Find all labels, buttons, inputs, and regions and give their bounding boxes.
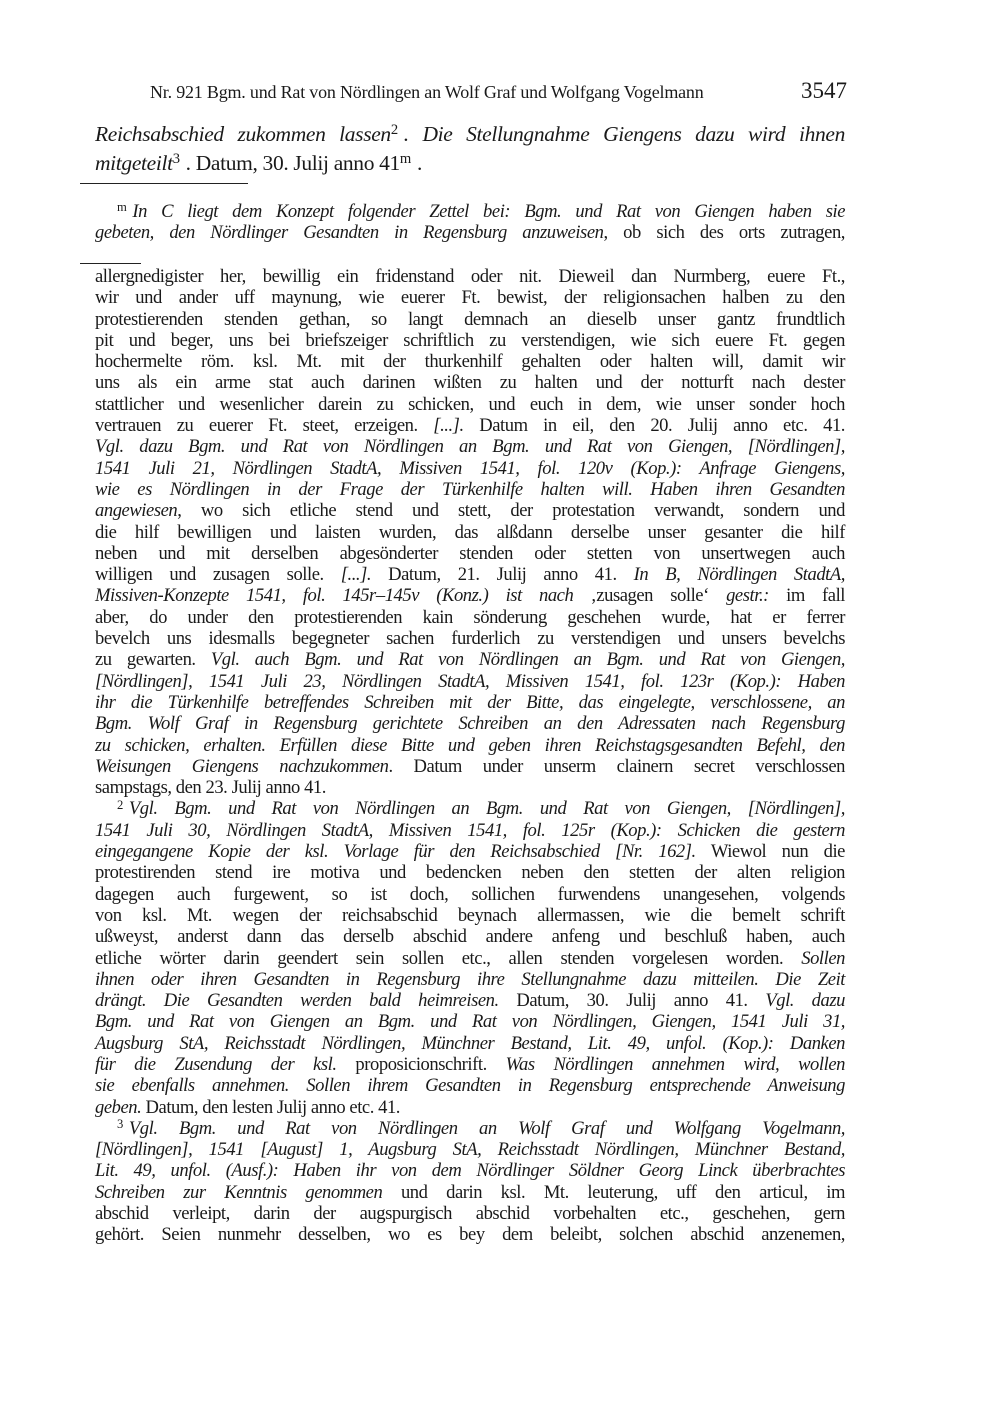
- footnote-marker: m: [117, 200, 127, 215]
- editorial-text: Vgl. Bgm. und Rat von Nördlingen an Bgm. und Rat von Giengen, [Nördlingen],: [128, 798, 845, 820]
- source-text: protestierenden stenden gethan, so langt demnach an dieselb unser gantz frundtlich: [95, 308, 845, 330]
- editorial-text: wie es Nördlingen in der Frage der Türkenhilfe halten will. Haben ihren Gesandten: [95, 478, 845, 500]
- editorial-text: drängt. Die Gesandten werden bald heimreisen.: [95, 990, 499, 1012]
- source-text: , ob sich des orts zutragen,: [603, 222, 845, 244]
- footnote-marker: 2: [390, 122, 398, 139]
- editorial-text: eingegangene Kopie der ksl. Vorlage für den Reichsabschied [Nr. 162].: [95, 841, 696, 863]
- editorial-text: Vgl. auch Bgm. und Rat von Nördlingen an Bgm. und Rat von Giengen,: [210, 649, 845, 671]
- editorial-text: angewiesen: [95, 500, 178, 522]
- editorial-text: [Nördlingen], 1541 [August] 1, Augsburg StA, Reichsstadt Nördlingen, Münchner Bestand,: [95, 1139, 845, 1161]
- text-line: [95, 1118, 845, 1139]
- text-line: [95, 735, 845, 756]
- editorial-text: Sollen: [801, 947, 845, 969]
- text-line: [95, 948, 845, 969]
- editorial-text: Lit. 49, unfol. (Ausf.): Haben ihr von dem Nördlinger Söldner Georg Linck überbrachtes: [95, 1160, 845, 1182]
- text-line: [95, 287, 845, 308]
- text-line: [95, 585, 845, 606]
- source-text: sampstags, den 23. Julij anno 41.: [95, 777, 326, 799]
- text-line: [95, 969, 845, 990]
- text-line: [95, 222, 845, 243]
- text-line: [95, 926, 845, 947]
- text-line: [95, 1033, 845, 1054]
- editorial-text: Vgl. dazu: [765, 990, 845, 1012]
- editorial-text: sie ebenfalls annehmen. Sollen ihrem Gesandten in Regensburg entsprechende Anweisung: [95, 1075, 845, 1097]
- text-line: [95, 201, 845, 222]
- source-text: , wo sich etliche stend und stett, der protestation verwandt, sondern und: [177, 500, 845, 522]
- editorial-text: Schreiben zur Kenntnis genommen: [95, 1181, 383, 1203]
- text-line: [95, 309, 845, 330]
- text-line: [95, 841, 845, 862]
- source-text: vertrauen zu euerer Ft. steet, erzeigen.: [95, 415, 434, 437]
- text-line: [95, 884, 845, 905]
- editorial-text: ihr die Türkenhilfe betreffendes Schreiben mit der Bitte, das eingelegte, verschlossene, an: [95, 691, 845, 713]
- source-text: ‚zusagen solle‘: [590, 585, 727, 607]
- editorial-text: Vgl. dazu Bgm. und Rat von Nördlingen an Bgm. und Rat von Giengen, [Nördlingen],: [95, 436, 845, 458]
- editorial-text: Missiven-Konzepte 1541, fol. 145r–145v (Konz.) ist nach: [95, 585, 591, 607]
- editorial-text: In C liegt dem Konzept folgender Zettel bei: Bgm. und Rat von Giengen haben sie: [132, 201, 845, 222]
- editorial-text: Weisungen Giengens nachzukommen: [95, 755, 389, 777]
- source-text: uns als ein arme stat auch darinen wißten zu halten und der notturft nach dester: [95, 372, 845, 394]
- editorial-text: Reichsabschied zukommen lassen: [95, 122, 391, 146]
- footnotes-continued: [95, 266, 845, 1246]
- running-header: [150, 78, 847, 106]
- text-line: [95, 798, 845, 819]
- text-line: [95, 692, 845, 713]
- editorial-text: zu schicken, erhalten. Erfüllen diese Bitte und geben ihren Reichstagsgesandten Befehl, den: [95, 734, 845, 756]
- editorial-text: gestr.:: [726, 585, 769, 607]
- text-line: [95, 372, 845, 393]
- source-text: abschid verleipt, darin der augspurgisch abschid vorbehalten etc., geschehen, gern: [95, 1203, 845, 1225]
- text-line: [95, 479, 845, 500]
- text-line: [95, 458, 845, 479]
- source-text: aber, do under den protestierenden kain sönderung geschehen wurde, hat er ferrer: [95, 606, 845, 628]
- editorial-text: Bgm. und Rat von Giengen an Bgm. und Rat von Nördlingen, Giengen, 1541 Juli 31,: [95, 1011, 845, 1033]
- text-line: [95, 436, 845, 457]
- source-text: gehört. Seien nunmehr desselben, wo es bey dem beleibt, solchen abschid anzenemen,: [95, 1224, 845, 1246]
- footnote-continuation-separator: [80, 263, 141, 264]
- editorial-text: Augsburg StA, Reichsstadt Nördlingen, Münchner Bestand, Lit. 49, unfol. (Kop.): Danken: [95, 1032, 845, 1054]
- running-title: Nr. 921 Bgm. und Rat von Nördlingen an Wolf Graf und Wolfgang Vogelmann: [150, 82, 704, 102]
- text-line: [95, 1160, 845, 1181]
- source-text: Datum, 30. Julij anno 41.: [498, 990, 766, 1012]
- editorial-text: [...].: [340, 564, 372, 586]
- source-text: im fall: [768, 585, 846, 607]
- text-line: [95, 564, 845, 585]
- editorial-text: Bgm. Wolf Graf in Regensburg gerichtete Schreiben an den Adressaten nach Regensburg: [95, 713, 845, 735]
- editorial-text: geben.: [95, 1096, 142, 1118]
- editorial-text: Vgl. Bgm. und Rat von Nördlingen an Wolf Graf und Wolfgang Vogelmann,: [128, 1117, 845, 1139]
- source-text: protestirenden stend ire motiva und bedencken neben den stetten der alten religion: [95, 862, 845, 884]
- text-line: [95, 266, 845, 287]
- editorial-text: 1541 Juli 21, Nördlingen StadtA, Missiven 1541, fol. 120v (Kop.): Anfrage Giengens,: [95, 457, 845, 479]
- footnote-m: [95, 201, 845, 244]
- source-text: neben und mit derselben abgesönderter stenden oder stetten von unsertwegen auch: [95, 542, 845, 564]
- editorial-text: ihnen oder ihren Gesandten in Regensburg ihre Stellungnahme dazu mitteilen. Die Zeit: [95, 968, 845, 990]
- editorial-text: gebeten, den Nördlinger Gesandten in Regensburg anzuweisen: [95, 222, 604, 244]
- source-text: Wiewol nun die: [695, 841, 845, 863]
- text-line: [95, 330, 845, 351]
- text-line: [95, 905, 845, 926]
- editorial-text: mitgeteilt: [95, 150, 173, 175]
- main-text: [95, 120, 845, 177]
- text-line: [95, 543, 845, 564]
- text-line: [95, 607, 845, 628]
- text-line: [95, 1224, 845, 1245]
- text-line: [95, 522, 845, 543]
- source-text: wir und ander uff maynung, wie euerer Ft. bewist, der religionsachen halben zu den: [95, 287, 845, 309]
- text-line: [95, 1011, 845, 1032]
- text-line: [95, 990, 845, 1011]
- text-line: [95, 756, 845, 777]
- source-text: .: [416, 150, 422, 175]
- source-text: Datum, den lesten Julij anno etc. 41.: [141, 1096, 401, 1118]
- source-text: stattlicher und wesenlicher darein zu schicken, und euch in dem, wie unser sonder hoch: [95, 393, 845, 415]
- source-text: die hilf bewilligen und laisten wurden, das alßdann derselbe unser gesanter die hilf: [95, 521, 845, 543]
- source-text: etliche wörter darin geendert sein sollen etc., allen stenden vorgelesen worden.: [95, 947, 802, 969]
- editorial-text: . Die Stellungnahme Giengens dazu wird ihnen: [403, 122, 845, 146]
- text-line: [95, 1054, 845, 1075]
- text-line: [95, 149, 845, 178]
- source-text: ußweyst, anderst dann das derselb abschid andere anfeng und beschluß haben, auch: [95, 926, 845, 948]
- text-line: [95, 1139, 845, 1160]
- editorial-text: [Nördlingen], 1541 Juli 23, Nördlingen StadtA, Missiven 1541, fol. 123r (Kop.): Haben: [95, 670, 845, 692]
- text-line: [95, 120, 845, 149]
- source-text: von ksl. Mt. wegen der reichsabschid beynach allermassen, wie die bemelt schrift: [95, 904, 845, 926]
- source-text: bevelch uns idesmalls begegneter sachen furderlich zu verstendigen und unsers bevelchs: [95, 628, 845, 650]
- text-line: [95, 415, 845, 436]
- text-line: [95, 351, 845, 372]
- text-line: [95, 1182, 845, 1203]
- source-text: und darin ksl. Mt. leuterung, uff den articul, im: [382, 1181, 845, 1203]
- footnote-marker: 3: [172, 150, 180, 167]
- page-number: 3547: [801, 78, 847, 103]
- text-line: [95, 1203, 845, 1224]
- text-line: [95, 628, 845, 649]
- text-line: [95, 671, 845, 692]
- text-line: [95, 500, 845, 521]
- source-text: dagegen auch furgewent, so ist doch, sollichen furwendens unangesehen, volgends: [95, 883, 845, 905]
- text-line: [95, 713, 845, 734]
- footnote-separator: [80, 183, 248, 184]
- source-text: pit und beger, uns bei briefszeiger schriftlich zu verstendigen, wie sich euere Ft. gegen: [95, 329, 845, 351]
- editorial-text: [...].: [433, 415, 464, 437]
- source-text: Datum, 21. Julij anno 41.: [371, 564, 634, 586]
- source-text: . Datum under unserm clainern secret verschlossen: [388, 755, 845, 777]
- editorial-text: Was Nördlingen annehmen wird, wollen: [505, 1053, 845, 1075]
- source-text: willigen und zusagen solle.: [95, 564, 341, 586]
- editorial-text: 1541 Juli 30, Nördlingen StadtA, Missiven 1541, fol. 125r (Kop.): Schicken die gestern: [95, 819, 845, 841]
- text-line: [95, 777, 845, 798]
- text-line: [95, 649, 845, 670]
- text-line: [95, 1097, 845, 1118]
- footnote-marker: 3: [117, 1117, 123, 1132]
- footnote-marker: 2: [117, 797, 123, 812]
- text-line: [95, 394, 845, 415]
- source-text: allergnedigister her, bewillig ein fridenstand oder nit. Dieweil dan Nurmberg, euere Ft.,: [95, 266, 845, 287]
- source-text: Datum in eil, den 20. Julij anno etc. 41.: [463, 415, 845, 437]
- editorial-text: für die Zusendung der ksl.: [95, 1053, 356, 1075]
- text-line: [95, 1075, 845, 1096]
- source-text: . Datum, 30. Julij anno 41: [185, 150, 400, 175]
- source-text: proposicionschrift.: [355, 1053, 506, 1075]
- text-line: [95, 820, 845, 841]
- editorial-text: In B, Nördlingen StadtA,: [633, 564, 845, 586]
- footnote-marker: m: [399, 150, 411, 167]
- source-text: zu gewarten.: [95, 649, 211, 671]
- text-line: [95, 862, 845, 883]
- source-text: hochermelte röm. ksl. Mt. mit der thurkenhilf gehalten oder halten will, damit wir: [95, 351, 845, 373]
